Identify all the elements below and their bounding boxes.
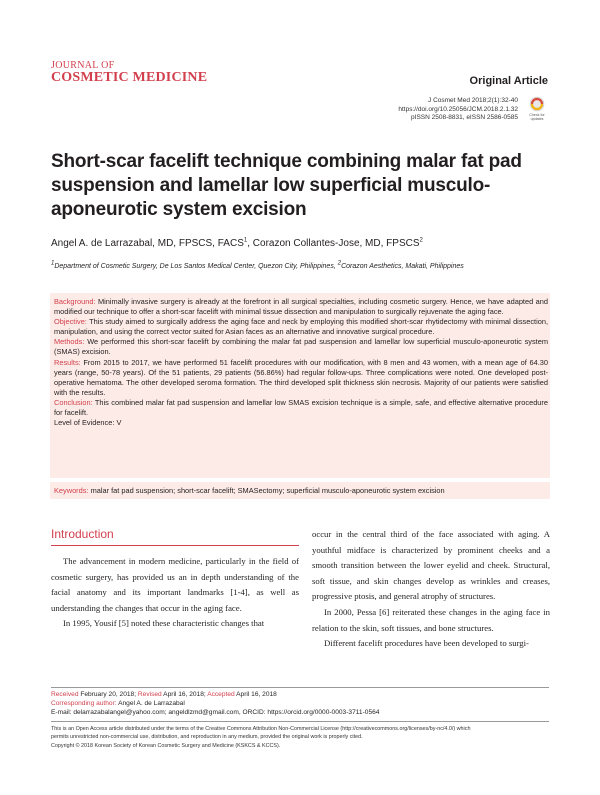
affiliation-mark: 2 (337, 260, 342, 267)
affiliations (51, 260, 464, 270)
footer-divider (51, 687, 549, 688)
copyright-line: Copyright © 2018 Korean Society of Korean Cosmetic Surgery and Medicine (KSKCS & KCCS). (51, 742, 281, 749)
level-of-evidence: Level of Evidence: V (54, 418, 122, 428)
keywords-label: Keywords: (54, 486, 89, 495)
journal-name-top: JOURNAL OF (51, 60, 115, 71)
section-divider (51, 545, 299, 546)
body-paragraph: In 2000, Pessa [6] reiterated these changes in the aging face in relation to the skin, soft tissues, and bone structures. (312, 606, 550, 633)
author-name: Corazon Collantes-Jose, MD, FPSCS (252, 238, 420, 249)
issn-line: pISSN 2508-8831, eISSN 2586-0585 (411, 114, 518, 122)
check-for-updates-icon[interactable] (526, 96, 548, 122)
section-heading: Introduction (51, 527, 114, 541)
article-type: Original Article (469, 75, 548, 87)
keywords-box (50, 482, 550, 499)
keywords-text: malar fat pad suspension; short-scar facelift; SMASectomy; superficial musculo-aponeurotic system excision (88, 486, 445, 495)
author-affiliation-mark: 2 (419, 237, 423, 244)
author-name: Angel A. de Larrazabal, MD, FPSCS, FACS (51, 238, 244, 249)
abstract-label: Objective: (54, 317, 87, 327)
footer-divider (51, 721, 549, 722)
journal-name: COSMETIC MEDICINE (51, 70, 208, 85)
doi-link[interactable]: https://doi.org/10.25056/JCM.2018.2.1.32 (398, 105, 518, 113)
body-paragraph: Different facelift procedures have been developed to surgi- (324, 638, 529, 649)
citation-block (298, 97, 518, 123)
abstract-label: Conclusion: (54, 397, 93, 407)
body-paragraph: occur in the central third of the face associated with aging. A youthful midface is characterized by prominent cheeks and a smooth transition between the lower eyelid and cheek. Structural, soft tissue, and skin changes develop as wrinkles and creases, progressive ptosis, and general atrophy of structures. (312, 529, 550, 602)
badge-label-2: updates (530, 117, 544, 121)
abstract-box (50, 293, 550, 478)
license-notice: This is an Open Access article distributed under the terms of the Creative Commons Attribution Non-Commercial License (http://creativecommons.org/licenses/by-nc/4.0/) which permits unrestricted non-commercial use, distribution, and reproduction in any medium, provided the original work is properly cited. Copyright © 2018 Korean Society of Korean Cosmetic Surgery and Medicine (KSKCS & KCCS). (51, 725, 549, 750)
article-history: Received February 20, 2018; Revised April 16, 2018; Accepted April 16, 2018 Corresponding author: Angel A. de Larrazabal E-mail: delarrazabalangel@yahoo.com; angeldlzmd@gmail.com, ORCID: https://orcid.org/0000-0003-3711-0564 (51, 691, 380, 717)
author-contact[interactable]: E-mail: delarrazabalangel@yahoo.com; angeldlzmd@gmail.com, ORCID: https://orcid.org/0000-0003-3711-0564 (51, 709, 380, 717)
citation-line: J Cosmet Med 2018;2(1):32-40 (428, 97, 518, 104)
abstract-label: Background: (54, 297, 96, 306)
affiliation-text: Department of Cosmetic Surgery, De Los Santos Medical Center, Quezon City, Philippines, (54, 263, 338, 270)
affiliation-mark: 1 (51, 260, 55, 267)
author-affiliation-mark: 1 (243, 237, 248, 244)
badge-label-1: Check for (529, 113, 545, 117)
article-title: Short-scar facelift technique combining malar fat pad suspension and lamellar low superficial musculo-aponeurotic system excision (51, 151, 522, 220)
abstract-methods: Methods: We performed this short-scar facelift by combining the malar fat pad suspension and lamellar low superficial musculo-aponeurotic system (SMAS) excision. (54, 337, 548, 357)
abstract-label: Results: (54, 357, 81, 367)
body-paragraph: The advancement in modern medicine, particularly in the field of cosmetic surgery, has provided us an in depth understanding of the facial anatomy and its important landmarks [1-4], as well as understanding the changes that occur in the aging face. (51, 556, 299, 613)
abstract-label: Methods: (54, 337, 85, 347)
abstract-conclusion: Conclusion: This combined malar fat pad suspension and lamellar low SMAS excision technique is a simple, safe, and effective alternative procedure for facelift. (54, 397, 548, 418)
body-column-left (51, 554, 299, 632)
abstract-results: Results: From 2015 to 2017, we have performed 51 facelift procedures with our modification, with 8 men and 43 women, with a mean age of 64.30 years (range, 50-78 years). Of the 51 patients, 29 patients (56.86%) had regular follow-ups. Three complications were noted. One developed post-operative hematoma. The other developed seroma formation. The third developed split thickness skin necrosis. Majority of our patients were satisfied with the results. (54, 357, 548, 397)
author-separator: , (247, 238, 253, 249)
abstract-objective: Objective: This study aimed to surgically address the aging face and neck by employing this modified short-scar rhytidectomy with minimal dissection, manipulation, and using the correct vector suited for Asian faces as an alternative and innovative surgical procedure. (54, 317, 548, 337)
abstract-background: Background: Minimally invasive surgery is already at the forefront in all surgical specialties, including cosmetic surgery. Hence, we have adapted and modified our technique to offer a short-scar facelift with minimal tissue dissection and manipulation to surgically rejuvenate the aging face. (54, 297, 548, 317)
affiliation-text: Corazon Aesthetics, Makati, Philippines (341, 263, 464, 270)
body-column-right (312, 527, 550, 652)
author-list (51, 238, 423, 249)
body-paragraph: In 1995, Yousif [5] noted these characteristic changes that (63, 618, 265, 629)
